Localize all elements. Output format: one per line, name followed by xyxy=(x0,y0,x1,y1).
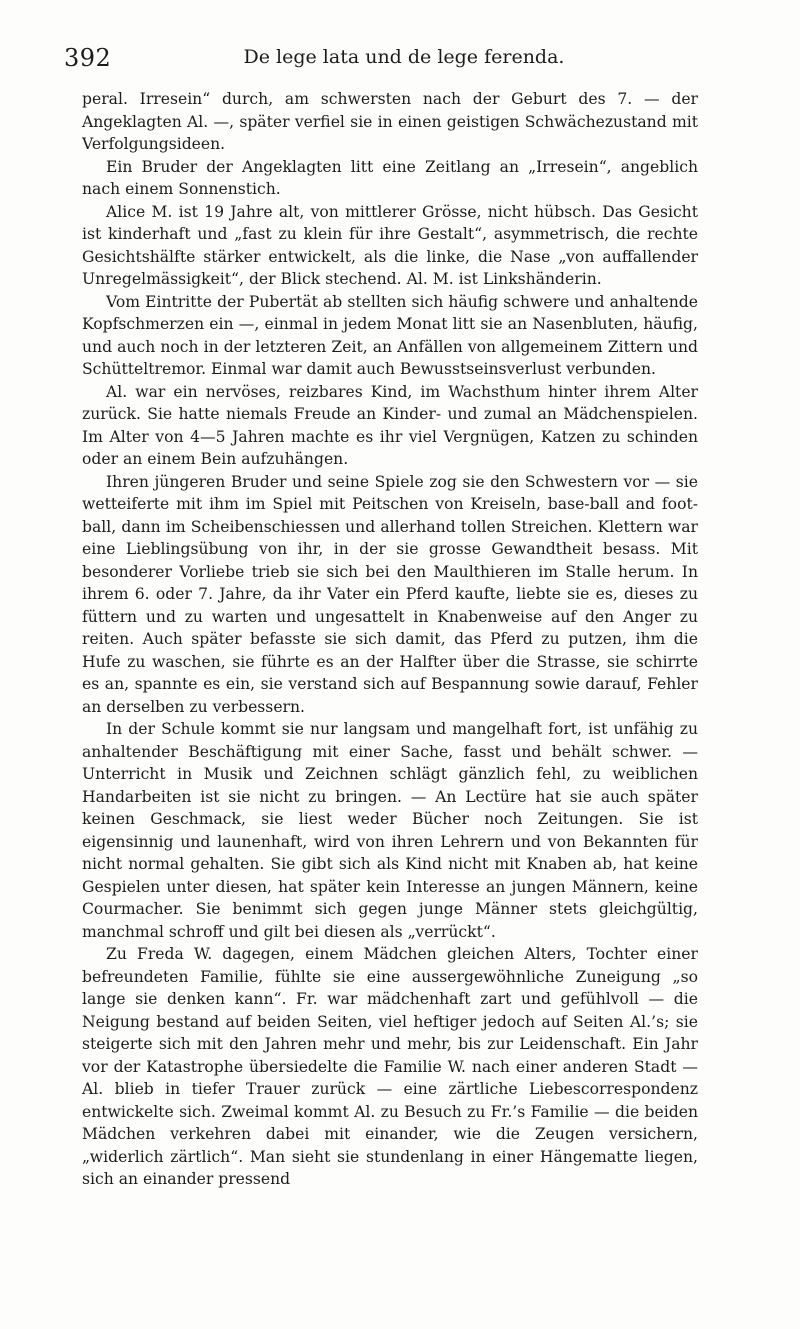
running-title: De lege lata und de lege ferenda. xyxy=(243,46,565,68)
page-number: 392 xyxy=(64,44,112,72)
paragraph: In der Schule kommt sie nur langsam und mangelhaft fort, ist unfähig zu anhaltender Beschäftigung mit einer Sache, fasst und behält schwer. — Unterricht in Musik und Zeichnen schlägt gänzlich fehl, zu weiblichen Handarbeiten ist sie nicht zu bringen. — An Lectüre hat sie auch später keinen Geschmack, sie liest weder Bücher noch Zeitungen. Sie ist eigensinnig und launenhaft, wird von ihren Lehrern und von Bekannten für nicht normal gehalten. Sie gibt sich als Kind nicht mit Knaben ab, hat keine Gespielen unter diesen, hat später kein Interesse an jungen Männern, keine Courmacher. Sie benimmt sich gegen junge Männer stets gleichgültig, manchmal schroff und gilt bei diesen als „verrückt“. xyxy=(82,720,698,941)
paragraph: Alice M. ist 19 Jahre alt, von mittlerer Grösse, nicht hübsch. Das Gesicht ist kinderhaft und „fast zu klein für ihre Gestalt“, asymmetrisch, die rechte Gesichtshälfte stärker entwickelt, als die linke, die Nase „von auffallender Unregelmässigkeit“, der Blick stechend. Al. M. ist Linkshänderin. xyxy=(82,202,698,288)
paragraph: Vom Eintritte der Pubertät ab stellten sich häufig schwere und anhaltende Kopfschmerzen ein —, einmal in jedem Monat litt sie an Nasenbluten, häufig, und auch noch in der letzteren Zeit, an Anfällen von allgemeinem Zittern und Schütteltremor. Einmal war damit auch Bewusstseinsverlust verbunden. xyxy=(82,292,698,378)
paragraph: Zu Freda W. dagegen, einem Mädchen gleichen Alters, Tochter einer befreundeten Familie, fühlte sie eine aussergewöhnliche Zuneigung „so lange sie denken kann“. Fr. war mädchenhaft zart und gefühlvoll — die Neigung bestand auf beiden Seiten, viel heftiger jedoch auf Seiten Al.’s; sie steigerte sich mit den Jahren mehr und mehr, bis zur Leidenschaft. Ein Jahr vor der Katastrophe übersiedelte die Familie W. nach einer anderen Stadt — Al. blieb in tiefer Trauer zurück — eine zärtliche Liebescorrespondenz entwickelte sich. Zweimal kommt Al. zu Besuch zu Fr.’s Familie — die beiden Mädchen verkehren dabei mit einander, wie die Zeugen versichern, „widerlich zärtlich“. Man sieht sie stundenlang in einer Hängematte liegen, sich an einander pressend xyxy=(82,945,698,1188)
paragraph: peral. Irresein“ durch, am schwersten nach der Geburt des 7. — der Angeklagten Al. —, später verfiel sie in einen geistigen Schwächezustand mit Verfolgungsideen. xyxy=(82,90,698,153)
paragraph: Ein Bruder der Angeklagten litt eine Zeitlang an „Irresein“, angeblich nach einem Sonnenstich. xyxy=(82,157,698,198)
page-header xyxy=(64,44,684,78)
body-text xyxy=(82,88,698,1191)
paragraph: Ihren jüngeren Bruder und seine Spiele zog sie den Schwestern vor — sie wetteiferte mit ihm im Spiel mit Peitschen von Kreiseln, base-ball and foot-ball, dann im Scheibenschiessen und allerhand tollen Streichen. Klettern war eine Lieblingsübung von ihr, in der sie grosse Gewandtheit besass. Mit besonderer Vorliebe trieb sie sich bei den Maulthieren im Stalle herum. In ihrem 6. oder 7. Jahre, da ihr Vater ein Pferd kaufte, liebte sie es, dieses zu füttern und zu warten und ungesattelt in Knabenweise auf den Anger zu reiten. Auch später befasste sie sich damit, das Pferd zu putzen, ihm die Hufe zu waschen, sie führte es an der Halfter über die Strasse, sie schirrte es an, spannte es ein, sie verstand sich auf Bespannung sowie darauf, Fehler an derselben zu verbessern. xyxy=(82,472,698,716)
paragraph: Al. war ein nervöses, reizbares Kind, im Wachsthum hinter ihrem Alter zurück. Sie hatte niemals Freude an Kinder- und zumal an Mädchenspielen. Im Alter von 4—5 Jahren machte es ihr viel Vergnügen, Katzen zu schinden oder an einem Bein aufzuhängen. xyxy=(82,382,698,468)
